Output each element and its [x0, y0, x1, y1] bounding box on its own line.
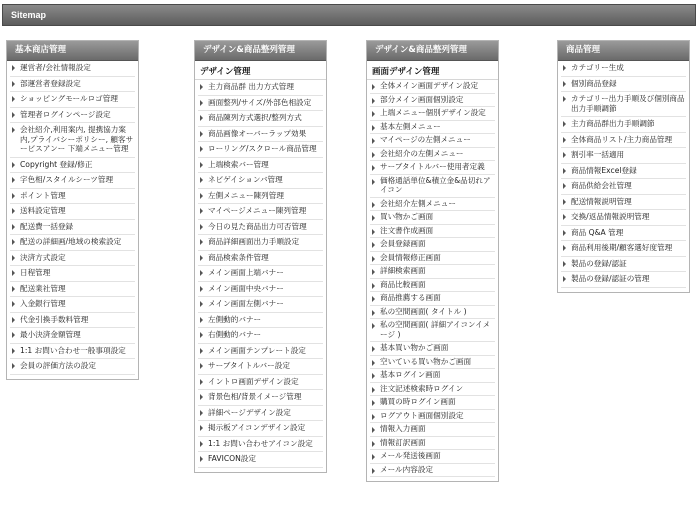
arrow-right-icon: [12, 348, 15, 354]
sitemap-link-label: サーブタイトルバー使用者定義: [380, 162, 485, 171]
sitemap-link-label: 部運営者登録設定: [20, 78, 81, 88]
sitemap-link[interactable]: [10, 328, 135, 344]
arrow-right-icon: [200, 239, 203, 245]
sitemap-link-label: 個別商品登録: [571, 78, 617, 88]
panel-title: デザイン&商品整列管理: [195, 41, 326, 61]
sitemap-link[interactable]: [198, 328, 323, 344]
sitemap-link[interactable]: [198, 142, 323, 158]
sitemap-link-label: 基本ログイン画面: [380, 370, 441, 379]
sitemap-link[interactable]: [198, 266, 323, 282]
sitemap-link-label: 注文書作成画面: [380, 225, 434, 235]
sitemap-link[interactable]: [10, 61, 135, 77]
sitemap-link-label: 詳細ページデザイン設定: [208, 407, 291, 417]
sitemap-link-label: 空いている買い物かご画面: [380, 356, 472, 366]
sitemap-link[interactable]: [370, 107, 495, 121]
arrow-right-icon: [200, 332, 203, 338]
sitemap-link[interactable]: [370, 211, 495, 225]
sitemap-link[interactable]: [198, 111, 323, 127]
sitemap-link[interactable]: [10, 173, 135, 189]
sitemap-link-label: 商品詳細画面出力手順設定: [208, 237, 300, 246]
sitemap-link-label: マイページの左側メニュー: [380, 135, 471, 144]
arrow-right-icon: [372, 283, 375, 289]
sitemap-link-label: 1:1 お問い合わせアイコン設定: [208, 438, 313, 448]
sitemap-link-label: メイン画面上端バナー: [208, 268, 284, 277]
sitemap-link-label: 主力商品群 出力方式管理: [208, 82, 294, 91]
sitemap-link-label: 情報訂訳画面: [380, 437, 426, 447]
sitemap-link[interactable]: [370, 306, 495, 320]
sitemap-link-label: 製品の登録/認証: [571, 258, 627, 268]
sitemap-link[interactable]: [561, 257, 686, 273]
arrow-right-icon: [372, 111, 375, 117]
sitemap-link[interactable]: [198, 344, 323, 360]
sitemap-link-label: ログアウト画面個別設定: [380, 410, 464, 420]
sitemap-link-label: 右側動的バナー: [208, 330, 262, 339]
arrow-right-icon: [372, 215, 375, 221]
sitemap-link[interactable]: [561, 61, 686, 77]
sitemap-link[interactable]: [10, 77, 135, 93]
arrow-right-icon: [200, 131, 203, 137]
sitemap-link-label: メイン画面中央バナー: [208, 283, 284, 293]
arrow-right-icon: [200, 410, 203, 416]
page-title: Sitemap: [11, 10, 47, 20]
arrow-right-icon: [200, 193, 203, 199]
sitemap-link[interactable]: [10, 108, 135, 124]
sitemap-link[interactable]: [370, 396, 495, 410]
arrow-right-icon: [563, 81, 566, 87]
sitemap-link-label: 全体メイン画面デザイン設定: [380, 81, 479, 90]
sitemap-link-label: 字色相/スタイルシーツ管理: [20, 175, 114, 184]
arrow-right-icon: [12, 286, 15, 292]
arrow-right-icon: [563, 214, 566, 220]
arrow-right-icon: [372, 84, 375, 90]
arrow-right-icon: [200, 456, 203, 462]
arrow-right-icon: [12, 193, 15, 199]
sitemap-link[interactable]: [561, 117, 686, 133]
arrow-right-icon: [200, 379, 203, 385]
sitemap-link[interactable]: [10, 266, 135, 282]
sitemap-link[interactable]: [10, 92, 135, 108]
sitemap-link-label: 上端検索バー管理: [208, 159, 269, 169]
arrow-right-icon: [200, 115, 203, 121]
sitemap-link-label: マイページメニュー陳列管理: [208, 206, 307, 215]
arrow-right-icon: [200, 394, 203, 400]
arrow-right-icon: [372, 454, 375, 460]
sitemap-link[interactable]: [370, 319, 495, 342]
sitemap-link-label: 日程管理: [20, 268, 51, 277]
arrow-right-icon: [372, 179, 375, 185]
arrow-right-icon: [200, 317, 203, 323]
arrow-right-icon: [372, 346, 375, 352]
arrow-right-icon: [12, 162, 15, 168]
sitemap-header-bar: [2, 4, 696, 26]
arrow-right-icon: [200, 441, 203, 447]
arrow-right-icon: [563, 96, 566, 102]
sitemap-link[interactable]: [198, 173, 323, 189]
arrow-right-icon: [563, 183, 566, 189]
sitemap-link[interactable]: [198, 158, 323, 174]
sitemap-link-label: 左側動的バナー: [208, 314, 262, 324]
sitemap-link-label: ポイント管理: [20, 190, 66, 200]
sitemap-link[interactable]: [370, 252, 495, 266]
sitemap-link[interactable]: [198, 80, 323, 96]
arrow-right-icon: [372, 427, 375, 433]
sitemap-link-label: 割引率一括適用: [571, 150, 625, 159]
sitemap-link-label: 今日の見た商品出力可否管理: [208, 221, 307, 231]
sitemap-link-label: サーブタイトルバー設定: [208, 361, 290, 370]
sitemap-link-label: 送料設定管理: [20, 206, 66, 215]
sitemap-link-label: 会員の評価方法の設定: [20, 361, 96, 370]
sitemap-link[interactable]: [370, 279, 495, 293]
sitemap-link-label: メイン画面左側バナー: [208, 299, 284, 308]
arrow-right-icon: [12, 224, 15, 230]
arrow-right-icon: [200, 301, 203, 307]
sitemap-link-label: 私の空間画面( 詳細アイコンイメージ ): [380, 320, 491, 339]
arrow-right-icon: [12, 239, 15, 245]
arrow-right-icon: [12, 270, 15, 276]
arrow-right-icon: [372, 310, 375, 316]
sitemap-link[interactable]: [370, 238, 495, 252]
sitemap-link-label: カテゴリー生成: [571, 63, 624, 72]
sitemap-link-label: 商品供給会社管理: [571, 181, 632, 190]
arrow-right-icon: [372, 400, 375, 406]
sitemap-link[interactable]: [561, 272, 686, 288]
sitemap-link[interactable]: [10, 123, 135, 158]
sitemap-link-label: 会員登録画面: [380, 239, 426, 248]
sitemap-link-label: 私の空間画面( タイトル ): [380, 306, 467, 316]
sitemap-link[interactable]: [370, 383, 495, 397]
sitemap-link[interactable]: [370, 80, 495, 94]
panel-title: 商品管理: [558, 41, 689, 61]
sitemap-link-label: 配送業社管理: [20, 283, 66, 293]
arrow-right-icon: [372, 387, 375, 393]
sitemap-link[interactable]: [370, 265, 495, 279]
sitemap-link[interactable]: [10, 235, 135, 251]
arrow-right-icon: [12, 363, 15, 369]
arrow-right-icon: [12, 112, 15, 118]
sitemap-link[interactable]: [198, 96, 323, 112]
sitemap-link[interactable]: [198, 220, 323, 236]
sitemap-link[interactable]: [370, 148, 495, 162]
arrow-right-icon: [563, 65, 566, 71]
arrow-right-icon: [200, 208, 203, 214]
sitemap-link[interactable]: [198, 204, 323, 220]
arrow-right-icon: [12, 65, 15, 71]
arrow-right-icon: [200, 84, 203, 90]
sitemap-link-label: 会社紹介左側メニュー: [380, 198, 456, 208]
sitemap-link-label: 掲示板アイコンデザイン設定: [208, 423, 306, 432]
sitemap-link[interactable]: [10, 313, 135, 329]
arrow-right-icon: [372, 468, 375, 474]
sitemap-link[interactable]: [10, 220, 135, 236]
arrow-right-icon: [372, 269, 375, 275]
sitemap-link[interactable]: [10, 158, 135, 174]
arrow-right-icon: [372, 296, 375, 302]
arrow-right-icon: [372, 373, 375, 379]
sitemap-link[interactable]: [10, 251, 135, 267]
arrow-right-icon: [200, 286, 203, 292]
sitemap-link[interactable]: [561, 92, 686, 117]
sitemap-link-label: 商品画像オーバーラップ効果: [208, 128, 307, 138]
sitemap-link-label: FAVICON設定: [208, 454, 256, 463]
sitemap-link-label: 決済方式設定: [20, 252, 66, 262]
sitemap-link-label: 上端メニュー個別デザイン設定: [380, 108, 486, 117]
arrow-right-icon: [372, 414, 375, 420]
sitemap-link-label: 1:1 お問い合わせ一般事項設定: [20, 345, 126, 355]
sitemap-link[interactable]: [10, 204, 135, 220]
sitemap-link[interactable]: [198, 251, 323, 267]
sitemap-link-list: [195, 80, 326, 472]
arrow-right-icon: [372, 125, 375, 131]
arrow-right-icon: [563, 152, 566, 158]
sitemap-link-label: 情報入力画面: [380, 424, 426, 433]
sitemap-link-label: 商品情報Excel登録: [571, 165, 637, 175]
panel-title: デザイン&商品整列管理: [367, 41, 498, 61]
sitemap-link[interactable]: [198, 282, 323, 298]
sitemap-link[interactable]: [561, 77, 686, 93]
sitemap-link[interactable]: [561, 226, 686, 242]
arrow-right-icon: [200, 100, 203, 106]
arrow-right-icon: [12, 208, 15, 214]
sitemap-link[interactable]: [370, 369, 495, 383]
sitemap-link[interactable]: [198, 297, 323, 313]
sitemap-link[interactable]: [10, 344, 135, 360]
sitemap-link-label: 部分メイン画面個別設定: [380, 94, 464, 104]
sitemap-link-label: 主力商品群出力手順調節: [571, 119, 655, 128]
arrow-right-icon: [563, 230, 566, 236]
arrow-right-icon: [200, 177, 203, 183]
arrow-right-icon: [563, 245, 566, 251]
sitemap-link[interactable]: [10, 189, 135, 205]
sitemap-link-label: 会社紹介の左側メニュー: [380, 148, 464, 158]
sitemap-link[interactable]: [370, 225, 495, 239]
arrow-right-icon: [372, 202, 375, 208]
sitemap-link-label: 会社紹介,利用案内, 提携協力案内,プライバシーポリシー, 顧客サービスアンー 下端メニュー管理: [20, 125, 134, 153]
sitemap-link-label: 商品陳列方式選択/整列方式: [208, 113, 302, 122]
sitemap-link[interactable]: [561, 210, 686, 226]
arrow-right-icon: [372, 229, 375, 235]
sitemap-link[interactable]: [370, 198, 495, 212]
arrow-right-icon: [563, 121, 566, 127]
sitemap-link[interactable]: [198, 359, 323, 375]
sitemap-link-label: 交換/返品情報説明管理: [571, 212, 650, 221]
arrow-right-icon: [372, 256, 375, 262]
arrow-right-icon: [372, 242, 375, 248]
panel-design-product-management: [194, 40, 327, 473]
sitemap-link-label: 注文記述検索時ログイン: [380, 383, 464, 393]
sitemap-link-label: 配送の詳細画/地域の検索設定: [20, 237, 122, 246]
sitemap-link[interactable]: [198, 437, 323, 453]
sitemap-link[interactable]: [370, 342, 495, 356]
sitemap-link-label: 運営者/会社情報設定: [20, 63, 91, 72]
sitemap-link[interactable]: [370, 121, 495, 135]
sitemap-link[interactable]: [10, 282, 135, 298]
arrow-right-icon: [12, 177, 15, 183]
sitemap-link-label: 配送費一括登録: [20, 221, 74, 231]
sitemap-link-label: 商品検索条件管理: [208, 252, 269, 262]
sitemap-link-label: Copyright 登録/修正: [20, 159, 93, 169]
sitemap-link-label: 基本買い物かご画面: [380, 343, 449, 352]
sitemap-link[interactable]: [370, 410, 495, 424]
arrow-right-icon: [12, 317, 15, 323]
sitemap-link-label: メール発送後画面: [380, 451, 441, 460]
sitemap-link[interactable]: [370, 356, 495, 370]
sitemap-link-label: 入金銀行管理: [20, 299, 66, 308]
sitemap-link-label: 最小決済金額管理: [20, 330, 81, 339]
panel-subtitle: デザイン管理: [195, 61, 326, 80]
arrow-right-icon: [12, 127, 15, 133]
arrow-right-icon: [563, 276, 566, 282]
sitemap-link-label: 画面整列/サイズ/外部色相設定: [208, 97, 312, 107]
sitemap-link-label: メイン画面テンプレート設定: [208, 345, 306, 355]
arrow-right-icon: [563, 199, 566, 205]
arrow-right-icon: [563, 137, 566, 143]
arrow-right-icon: [12, 332, 15, 338]
arrow-right-icon: [372, 441, 375, 447]
panel-basic-store-management: [6, 40, 139, 380]
arrow-right-icon: [200, 224, 203, 230]
sitemap-link[interactable]: [370, 437, 495, 451]
sitemap-link-label: 製品の登録/認証の管理: [571, 274, 650, 283]
sitemap-link-label: 商品利用後期/顧客選好度管理: [571, 243, 673, 252]
sitemap-link-label: 配送情報説明管理: [571, 196, 632, 206]
arrow-right-icon: [372, 323, 375, 329]
sitemap-link-label: 背景色相/背景イメージ管理: [208, 392, 302, 401]
sitemap-link[interactable]: [198, 313, 323, 329]
sitemap-link[interactable]: [10, 297, 135, 313]
sitemap-link-label: 基本左側メニュー: [380, 121, 441, 131]
sitemap-link[interactable]: [370, 464, 495, 478]
sitemap-link[interactable]: [198, 406, 323, 422]
arrow-right-icon: [372, 152, 375, 158]
arrow-right-icon: [563, 168, 566, 174]
panel-screen-design-management: [366, 40, 499, 482]
sitemap-link[interactable]: [198, 375, 323, 391]
sitemap-link[interactable]: [561, 133, 686, 149]
sitemap-link-label: メール内容設定: [380, 464, 434, 474]
arrow-right-icon: [372, 165, 375, 171]
sitemap-link-label: 詳細検索画面: [380, 266, 426, 275]
sitemap-link[interactable]: [370, 423, 495, 437]
arrow-right-icon: [372, 98, 375, 104]
sitemap-link[interactable]: [561, 148, 686, 164]
sitemap-link-label: 管理者ログインページ設定: [20, 109, 111, 119]
arrow-right-icon: [200, 425, 203, 431]
sitemap-link-list: [7, 61, 138, 379]
sitemap-link[interactable]: [370, 292, 495, 306]
sitemap-link-list: [367, 80, 498, 481]
sitemap-link-label: 代金引換手数料管理: [20, 314, 89, 324]
panel-product-management: [557, 40, 690, 293]
sitemap-link-label: ローリング/スクロール商品管理: [208, 144, 317, 153]
sitemap-link-label: 商品推薦する画面: [380, 293, 441, 302]
arrow-right-icon: [200, 255, 203, 261]
arrow-right-icon: [12, 301, 15, 307]
panel-title: 基本商店管理: [7, 41, 138, 61]
sitemap-link[interactable]: [370, 161, 495, 175]
sitemap-link[interactable]: [198, 421, 323, 437]
arrow-right-icon: [563, 261, 566, 267]
sitemap-link-label: 左側メニュー陳列管理: [208, 190, 284, 200]
sitemap-link-list: [558, 61, 689, 292]
arrow-right-icon: [372, 138, 375, 144]
sitemap-link-label: 商品 Q&A 管理: [571, 227, 624, 237]
sitemap-link-label: イントロ画面デザイン設定: [208, 376, 299, 386]
arrow-right-icon: [200, 146, 203, 152]
sitemap-link[interactable]: [10, 359, 135, 375]
sitemap-link[interactable]: [561, 179, 686, 195]
arrow-right-icon: [372, 360, 375, 366]
panel-subtitle: 画面デザイン管理: [367, 61, 498, 80]
sitemap-link[interactable]: [198, 452, 323, 468]
sitemap-link[interactable]: [561, 195, 686, 211]
sitemap-link[interactable]: [561, 164, 686, 180]
sitemap-link-label: 全体商品リスト/主力商品管理: [571, 134, 673, 144]
sitemap-link[interactable]: [198, 127, 323, 143]
sitemap-link[interactable]: [370, 175, 495, 198]
sitemap-link-label: 商品比較画面: [380, 279, 426, 289]
sitemap-link[interactable]: [198, 235, 323, 251]
arrow-right-icon: [200, 162, 203, 168]
sitemap-link[interactable]: [370, 94, 495, 108]
arrow-right-icon: [12, 255, 15, 261]
sitemap-link-label: ネビゲイションバ管理: [208, 175, 283, 184]
arrow-right-icon: [12, 81, 15, 87]
sitemap-link-label: 会員情報修正画面: [380, 252, 441, 262]
arrow-right-icon: [200, 270, 203, 276]
sitemap-link[interactable]: [370, 450, 495, 464]
sitemap-link[interactable]: [370, 134, 495, 148]
arrow-right-icon: [200, 363, 203, 369]
arrow-right-icon: [200, 348, 203, 354]
sitemap-link-label: 買い物かご画面: [380, 212, 434, 221]
sitemap-link-label: カテゴリー出力手順及び個別商品出力手順調節: [571, 94, 685, 113]
sitemap-link[interactable]: [198, 189, 323, 205]
sitemap-link[interactable]: [561, 241, 686, 257]
sitemap-link[interactable]: [198, 390, 323, 406]
arrow-right-icon: [12, 96, 15, 102]
sitemap-link-label: ショッピングモールロゴ管理: [20, 94, 118, 103]
sitemap-link-label: 価格通話単位&積立金&品切れアイコン: [380, 175, 491, 194]
sitemap-link-label: 購買の時ログイン画面: [380, 397, 456, 406]
